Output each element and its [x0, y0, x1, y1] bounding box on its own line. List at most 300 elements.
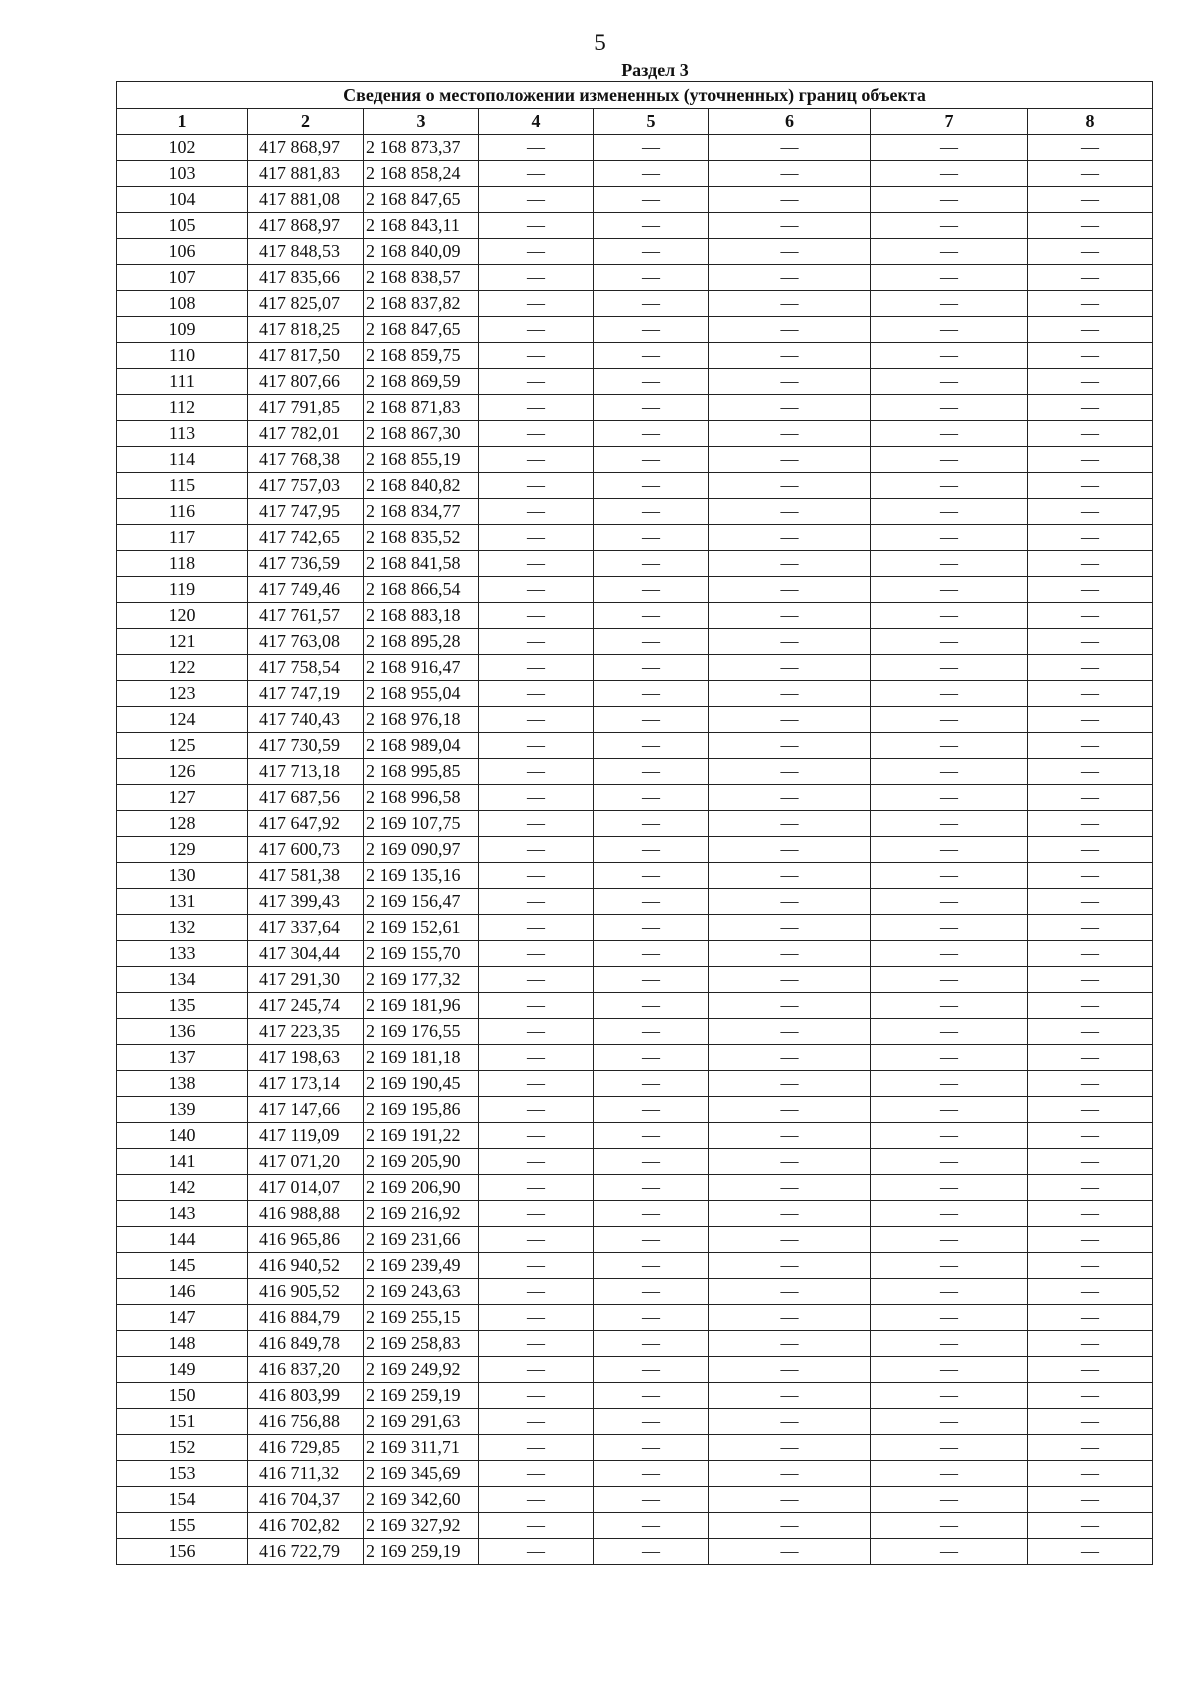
- table-row: [117, 1539, 1153, 1565]
- table-row: [117, 863, 1153, 889]
- empty-value-dash: —: [1028, 213, 1153, 239]
- empty-value-dash: —: [479, 1279, 594, 1305]
- empty-value-dash: —: [871, 421, 1028, 447]
- y-coordinate: 2 169 255,15: [364, 1305, 479, 1331]
- empty-value-dash: —: [479, 187, 594, 213]
- empty-value-dash: —: [871, 603, 1028, 629]
- point-number: 126: [117, 759, 248, 785]
- point-number: 134: [117, 967, 248, 993]
- x-coordinate: 417 600,73: [248, 837, 364, 863]
- empty-value-dash: —: [709, 1279, 871, 1305]
- empty-value-dash: —: [871, 369, 1028, 395]
- empty-value-dash: —: [594, 1097, 709, 1123]
- y-coordinate: 2 168 871,83: [364, 395, 479, 421]
- empty-value-dash: —: [871, 135, 1028, 161]
- empty-value-dash: —: [709, 707, 871, 733]
- empty-value-dash: —: [871, 1175, 1028, 1201]
- empty-value-dash: —: [594, 1123, 709, 1149]
- table-row: [117, 1253, 1153, 1279]
- empty-value-dash: —: [1028, 941, 1153, 967]
- section-title: Раздел 3: [621, 60, 689, 80]
- empty-value-dash: —: [709, 187, 871, 213]
- point-number: 125: [117, 733, 248, 759]
- empty-value-dash: —: [1028, 343, 1153, 369]
- y-coordinate: 2 169 259,19: [364, 1539, 479, 1565]
- empty-value-dash: —: [871, 473, 1028, 499]
- point-number: 124: [117, 707, 248, 733]
- point-number: 156: [117, 1539, 248, 1565]
- empty-value-dash: —: [479, 1357, 594, 1383]
- empty-value-dash: —: [1028, 1331, 1153, 1357]
- empty-value-dash: —: [1028, 1539, 1153, 1565]
- x-coordinate: 416 711,32: [248, 1461, 364, 1487]
- empty-value-dash: —: [594, 863, 709, 889]
- point-number: 115: [117, 473, 248, 499]
- empty-value-dash: —: [871, 1201, 1028, 1227]
- x-coordinate: 417 825,07: [248, 291, 364, 317]
- empty-value-dash: —: [479, 629, 594, 655]
- x-coordinate: 417 687,56: [248, 785, 364, 811]
- empty-value-dash: —: [594, 1175, 709, 1201]
- empty-value-dash: —: [594, 1331, 709, 1357]
- column-number: 4: [479, 109, 594, 135]
- point-number: 139: [117, 1097, 248, 1123]
- empty-value-dash: —: [871, 1435, 1028, 1461]
- x-coordinate: 416 803,99: [248, 1383, 364, 1409]
- y-coordinate: 2 169 155,70: [364, 941, 479, 967]
- empty-value-dash: —: [709, 655, 871, 681]
- table-row: [117, 1045, 1153, 1071]
- table-row: [117, 551, 1153, 577]
- point-number: 144: [117, 1227, 248, 1253]
- point-number: 136: [117, 1019, 248, 1045]
- empty-value-dash: —: [594, 317, 709, 343]
- empty-value-dash: —: [871, 967, 1028, 993]
- empty-value-dash: —: [1028, 525, 1153, 551]
- empty-value-dash: —: [709, 967, 871, 993]
- empty-value-dash: —: [479, 993, 594, 1019]
- table-row: [117, 421, 1153, 447]
- table-row: [117, 1019, 1153, 1045]
- point-number: 127: [117, 785, 248, 811]
- point-number: 141: [117, 1149, 248, 1175]
- empty-value-dash: —: [594, 707, 709, 733]
- x-coordinate: 416 702,82: [248, 1513, 364, 1539]
- y-coordinate: 2 169 259,19: [364, 1383, 479, 1409]
- table-row: [117, 1487, 1153, 1513]
- empty-value-dash: —: [479, 551, 594, 577]
- table-row: [117, 837, 1153, 863]
- empty-value-dash: —: [594, 369, 709, 395]
- y-coordinate: 2 169 152,61: [364, 915, 479, 941]
- y-coordinate: 2 169 181,18: [364, 1045, 479, 1071]
- y-coordinate: 2 168 976,18: [364, 707, 479, 733]
- empty-value-dash: —: [594, 1045, 709, 1071]
- empty-value-dash: —: [871, 525, 1028, 551]
- table-row: [117, 629, 1153, 655]
- empty-value-dash: —: [594, 1071, 709, 1097]
- table-row: [117, 1123, 1153, 1149]
- x-coordinate: 417 835,66: [248, 265, 364, 291]
- x-coordinate: 417 749,46: [248, 577, 364, 603]
- x-coordinate: 416 905,52: [248, 1279, 364, 1305]
- empty-value-dash: —: [594, 265, 709, 291]
- point-number: 148: [117, 1331, 248, 1357]
- empty-value-dash: —: [594, 447, 709, 473]
- y-coordinate: 2 169 345,69: [364, 1461, 479, 1487]
- table-row: [117, 343, 1153, 369]
- x-coordinate: 417 730,59: [248, 733, 364, 759]
- empty-value-dash: —: [1028, 1149, 1153, 1175]
- empty-value-dash: —: [479, 785, 594, 811]
- empty-value-dash: —: [594, 1305, 709, 1331]
- x-coordinate: 417 807,66: [248, 369, 364, 395]
- empty-value-dash: —: [594, 1201, 709, 1227]
- table-row: [117, 1461, 1153, 1487]
- empty-value-dash: —: [479, 1305, 594, 1331]
- x-coordinate: 417 768,38: [248, 447, 364, 473]
- x-coordinate: 417 223,35: [248, 1019, 364, 1045]
- y-coordinate: 2 169 205,90: [364, 1149, 479, 1175]
- empty-value-dash: —: [871, 1331, 1028, 1357]
- table-row: [117, 941, 1153, 967]
- empty-value-dash: —: [479, 837, 594, 863]
- empty-value-dash: —: [709, 135, 871, 161]
- empty-value-dash: —: [709, 1253, 871, 1279]
- empty-value-dash: —: [709, 1487, 871, 1513]
- empty-value-dash: —: [479, 447, 594, 473]
- y-coordinate: 2 169 206,90: [364, 1175, 479, 1201]
- empty-value-dash: —: [709, 863, 871, 889]
- x-coordinate: 417 740,43: [248, 707, 364, 733]
- empty-value-dash: —: [871, 551, 1028, 577]
- empty-value-dash: —: [709, 213, 871, 239]
- empty-value-dash: —: [1028, 967, 1153, 993]
- empty-value-dash: —: [1028, 187, 1153, 213]
- empty-value-dash: —: [1028, 1305, 1153, 1331]
- empty-value-dash: —: [479, 1487, 594, 1513]
- x-coordinate: 417 868,97: [248, 213, 364, 239]
- x-coordinate: 416 965,86: [248, 1227, 364, 1253]
- empty-value-dash: —: [479, 161, 594, 187]
- empty-value-dash: —: [871, 733, 1028, 759]
- empty-value-dash: —: [594, 161, 709, 187]
- y-coordinate: 2 169 195,86: [364, 1097, 479, 1123]
- table-row: [117, 1383, 1153, 1409]
- empty-value-dash: —: [871, 1357, 1028, 1383]
- empty-value-dash: —: [594, 473, 709, 499]
- x-coordinate: 417 742,65: [248, 525, 364, 551]
- empty-value-dash: —: [1028, 1071, 1153, 1097]
- empty-value-dash: —: [479, 1435, 594, 1461]
- point-number: 153: [117, 1461, 248, 1487]
- point-number: 111: [117, 369, 248, 395]
- empty-value-dash: —: [1028, 1461, 1153, 1487]
- empty-value-dash: —: [871, 707, 1028, 733]
- empty-value-dash: —: [709, 577, 871, 603]
- table-row: [117, 291, 1153, 317]
- y-coordinate: 2 168 837,82: [364, 291, 479, 317]
- empty-value-dash: —: [709, 447, 871, 473]
- y-coordinate: 2 168 869,59: [364, 369, 479, 395]
- empty-value-dash: —: [871, 889, 1028, 915]
- table-row: [117, 889, 1153, 915]
- point-number: 130: [117, 863, 248, 889]
- table-body: [117, 82, 1153, 1565]
- y-coordinate: 2 169 249,92: [364, 1357, 479, 1383]
- empty-value-dash: —: [479, 317, 594, 343]
- empty-value-dash: —: [479, 473, 594, 499]
- x-coordinate: 417 782,01: [248, 421, 364, 447]
- empty-value-dash: —: [594, 889, 709, 915]
- table-row: [117, 447, 1153, 473]
- point-number: 133: [117, 941, 248, 967]
- empty-value-dash: —: [1028, 1279, 1153, 1305]
- empty-value-dash: —: [479, 655, 594, 681]
- point-number: 117: [117, 525, 248, 551]
- empty-value-dash: —: [594, 603, 709, 629]
- empty-value-dash: —: [709, 1435, 871, 1461]
- empty-value-dash: —: [1028, 447, 1153, 473]
- x-coordinate: 417 198,63: [248, 1045, 364, 1071]
- empty-value-dash: —: [594, 629, 709, 655]
- empty-value-dash: —: [709, 1201, 871, 1227]
- empty-value-dash: —: [709, 1409, 871, 1435]
- table-row: [117, 187, 1153, 213]
- empty-value-dash: —: [594, 525, 709, 551]
- point-number: 146: [117, 1279, 248, 1305]
- empty-value-dash: —: [871, 655, 1028, 681]
- table-row: [117, 473, 1153, 499]
- empty-value-dash: —: [871, 1123, 1028, 1149]
- point-number: 120: [117, 603, 248, 629]
- empty-value-dash: —: [871, 1071, 1028, 1097]
- empty-value-dash: —: [871, 499, 1028, 525]
- empty-value-dash: —: [709, 1539, 871, 1565]
- empty-value-dash: —: [594, 1435, 709, 1461]
- table-row: [117, 1201, 1153, 1227]
- y-coordinate: 2 168 858,24: [364, 161, 479, 187]
- table-row: [117, 1071, 1153, 1097]
- y-coordinate: 2 168 883,18: [364, 603, 479, 629]
- table-row: [117, 1227, 1153, 1253]
- point-number: 118: [117, 551, 248, 577]
- empty-value-dash: —: [709, 1149, 871, 1175]
- empty-value-dash: —: [871, 915, 1028, 941]
- empty-value-dash: —: [594, 291, 709, 317]
- empty-value-dash: —: [1028, 811, 1153, 837]
- empty-value-dash: —: [594, 993, 709, 1019]
- point-number: 155: [117, 1513, 248, 1539]
- empty-value-dash: —: [594, 1149, 709, 1175]
- x-coordinate: 416 849,78: [248, 1331, 364, 1357]
- empty-value-dash: —: [594, 577, 709, 603]
- empty-value-dash: —: [709, 1461, 871, 1487]
- y-coordinate: 2 169 231,66: [364, 1227, 479, 1253]
- empty-value-dash: —: [871, 395, 1028, 421]
- empty-value-dash: —: [1028, 161, 1153, 187]
- empty-value-dash: —: [709, 1305, 871, 1331]
- empty-value-dash: —: [594, 1539, 709, 1565]
- empty-value-dash: —: [709, 1383, 871, 1409]
- empty-value-dash: —: [709, 395, 871, 421]
- empty-value-dash: —: [594, 655, 709, 681]
- empty-value-dash: —: [594, 343, 709, 369]
- empty-value-dash: —: [709, 629, 871, 655]
- x-coordinate: 417 736,59: [248, 551, 364, 577]
- empty-value-dash: —: [871, 629, 1028, 655]
- table-row: [117, 915, 1153, 941]
- table-row: [117, 1279, 1153, 1305]
- y-coordinate: 2 169 090,97: [364, 837, 479, 863]
- empty-value-dash: —: [1028, 603, 1153, 629]
- x-coordinate: 417 747,19: [248, 681, 364, 707]
- table-row: [117, 733, 1153, 759]
- point-number: 129: [117, 837, 248, 863]
- point-number: 140: [117, 1123, 248, 1149]
- empty-value-dash: —: [1028, 707, 1153, 733]
- empty-value-dash: —: [871, 1097, 1028, 1123]
- empty-value-dash: —: [594, 135, 709, 161]
- empty-value-dash: —: [594, 1409, 709, 1435]
- x-coordinate: 417 119,09: [248, 1123, 364, 1149]
- x-coordinate: 417 881,83: [248, 161, 364, 187]
- empty-value-dash: —: [871, 1383, 1028, 1409]
- empty-value-dash: —: [594, 759, 709, 785]
- empty-value-dash: —: [1028, 551, 1153, 577]
- column-number: 2: [248, 109, 364, 135]
- point-number: 138: [117, 1071, 248, 1097]
- column-number: 5: [594, 109, 709, 135]
- table-row: [117, 603, 1153, 629]
- empty-value-dash: —: [1028, 577, 1153, 603]
- table-row: [117, 161, 1153, 187]
- empty-value-dash: —: [479, 369, 594, 395]
- empty-value-dash: —: [594, 681, 709, 707]
- column-number: 6: [709, 109, 871, 135]
- x-coordinate: 417 791,85: [248, 395, 364, 421]
- x-coordinate: 416 756,88: [248, 1409, 364, 1435]
- table-row: [117, 655, 1153, 681]
- column-number: 3: [364, 109, 479, 135]
- empty-value-dash: —: [479, 395, 594, 421]
- empty-value-dash: —: [871, 863, 1028, 889]
- x-coordinate: 417 757,03: [248, 473, 364, 499]
- point-number: 142: [117, 1175, 248, 1201]
- caption-row: [117, 82, 1153, 109]
- point-number: 122: [117, 655, 248, 681]
- empty-value-dash: —: [479, 889, 594, 915]
- point-number: 151: [117, 1409, 248, 1435]
- x-coordinate: 417 245,74: [248, 993, 364, 1019]
- empty-value-dash: —: [871, 1253, 1028, 1279]
- y-coordinate: 2 168 955,04: [364, 681, 479, 707]
- table-row: [117, 1175, 1153, 1201]
- empty-value-dash: —: [871, 1279, 1028, 1305]
- empty-value-dash: —: [871, 1045, 1028, 1071]
- x-coordinate: 417 763,08: [248, 629, 364, 655]
- point-number: 106: [117, 239, 248, 265]
- empty-value-dash: —: [1028, 785, 1153, 811]
- point-number: 110: [117, 343, 248, 369]
- empty-value-dash: —: [1028, 1487, 1153, 1513]
- empty-value-dash: —: [871, 213, 1028, 239]
- y-coordinate: 2 168 873,37: [364, 135, 479, 161]
- table-row: [117, 265, 1153, 291]
- column-number: 8: [1028, 109, 1153, 135]
- table-row: [117, 239, 1153, 265]
- empty-value-dash: —: [479, 1019, 594, 1045]
- column-number-row: [117, 109, 1153, 135]
- empty-value-dash: —: [479, 1097, 594, 1123]
- x-coordinate: 416 729,85: [248, 1435, 364, 1461]
- empty-value-dash: —: [871, 1461, 1028, 1487]
- empty-value-dash: —: [1028, 499, 1153, 525]
- y-coordinate: 2 169 327,92: [364, 1513, 479, 1539]
- y-coordinate: 2 169 243,63: [364, 1279, 479, 1305]
- y-coordinate: 2 169 311,71: [364, 1435, 479, 1461]
- empty-value-dash: —: [1028, 1513, 1153, 1539]
- x-coordinate: 417 337,64: [248, 915, 364, 941]
- point-number: 109: [117, 317, 248, 343]
- point-number: 149: [117, 1357, 248, 1383]
- point-number: 150: [117, 1383, 248, 1409]
- table-row: [117, 577, 1153, 603]
- x-coordinate: 416 988,88: [248, 1201, 364, 1227]
- y-coordinate: 2 168 895,28: [364, 629, 479, 655]
- x-coordinate: 416 837,20: [248, 1357, 364, 1383]
- empty-value-dash: —: [479, 1175, 594, 1201]
- empty-value-dash: —: [709, 733, 871, 759]
- table-row: [117, 1409, 1153, 1435]
- empty-value-dash: —: [1028, 1409, 1153, 1435]
- x-coordinate: 417 173,14: [248, 1071, 364, 1097]
- empty-value-dash: —: [594, 1227, 709, 1253]
- empty-value-dash: —: [479, 811, 594, 837]
- empty-value-dash: —: [479, 915, 594, 941]
- table-row: [117, 1149, 1153, 1175]
- empty-value-dash: —: [1028, 291, 1153, 317]
- y-coordinate: 2 168 840,82: [364, 473, 479, 499]
- empty-value-dash: —: [594, 421, 709, 447]
- empty-value-dash: —: [1028, 889, 1153, 915]
- empty-value-dash: —: [1028, 1097, 1153, 1123]
- empty-value-dash: —: [871, 1149, 1028, 1175]
- empty-value-dash: —: [1028, 1383, 1153, 1409]
- point-number: 113: [117, 421, 248, 447]
- point-number: 119: [117, 577, 248, 603]
- x-coordinate: 417 581,38: [248, 863, 364, 889]
- empty-value-dash: —: [871, 785, 1028, 811]
- table-row: [117, 135, 1153, 161]
- empty-value-dash: —: [871, 447, 1028, 473]
- empty-value-dash: —: [479, 1461, 594, 1487]
- empty-value-dash: —: [479, 525, 594, 551]
- point-number: 132: [117, 915, 248, 941]
- empty-value-dash: —: [479, 421, 594, 447]
- empty-value-dash: —: [871, 1487, 1028, 1513]
- empty-value-dash: —: [871, 759, 1028, 785]
- point-number: 152: [117, 1435, 248, 1461]
- empty-value-dash: —: [594, 499, 709, 525]
- empty-value-dash: —: [594, 395, 709, 421]
- x-coordinate: 417 713,18: [248, 759, 364, 785]
- empty-value-dash: —: [709, 499, 871, 525]
- empty-value-dash: —: [479, 733, 594, 759]
- page-number: 5: [594, 30, 606, 55]
- table-row: [117, 785, 1153, 811]
- empty-value-dash: —: [871, 1409, 1028, 1435]
